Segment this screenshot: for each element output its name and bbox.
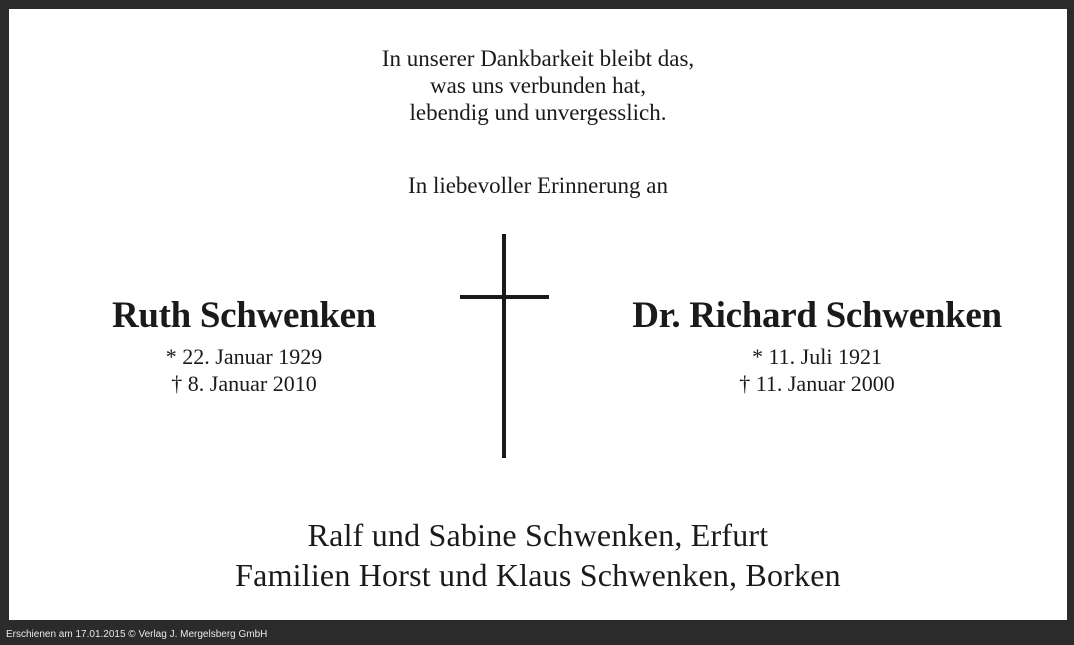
death-date: † 8. Januar 2010 [171, 371, 317, 396]
mourner-line: Ralf und Sabine Schwenken, Erfurt [307, 517, 769, 553]
mourners-list [9, 515, 1067, 595]
quote-line: lebendig und unvergesslich. [409, 100, 667, 125]
cross-icon-horizontal [460, 295, 549, 299]
birth-date: * 22. Januar 1929 [165, 344, 323, 369]
person-ruth [89, 293, 399, 397]
person-name: Ruth Schwenken [111, 295, 377, 336]
memory-heading: In liebevoller Erinnerung an [408, 173, 668, 198]
person-dates [603, 343, 1031, 397]
quote-line: was uns verbunden hat, [430, 73, 646, 98]
quote-line: In unserer Dankbarkeit bleibt das, [381, 46, 695, 71]
memorial-quote [9, 45, 1067, 126]
person-richard [603, 293, 1031, 397]
mourner-line: Familien Horst und Klaus Schwenken, Borken [235, 557, 841, 593]
death-date: † 11. Januar 2000 [739, 371, 895, 396]
birth-date: * 11. Juli 1921 [752, 344, 882, 369]
cross-icon-vertical [502, 234, 506, 458]
person-dates [89, 343, 399, 397]
person-name: Dr. Richard Schwenken [632, 295, 1002, 336]
obituary-card [9, 9, 1067, 620]
publication-footer: Erschienen am 17.01.2015 © Verlag J. Mergelsberg GmbH [6, 629, 268, 640]
